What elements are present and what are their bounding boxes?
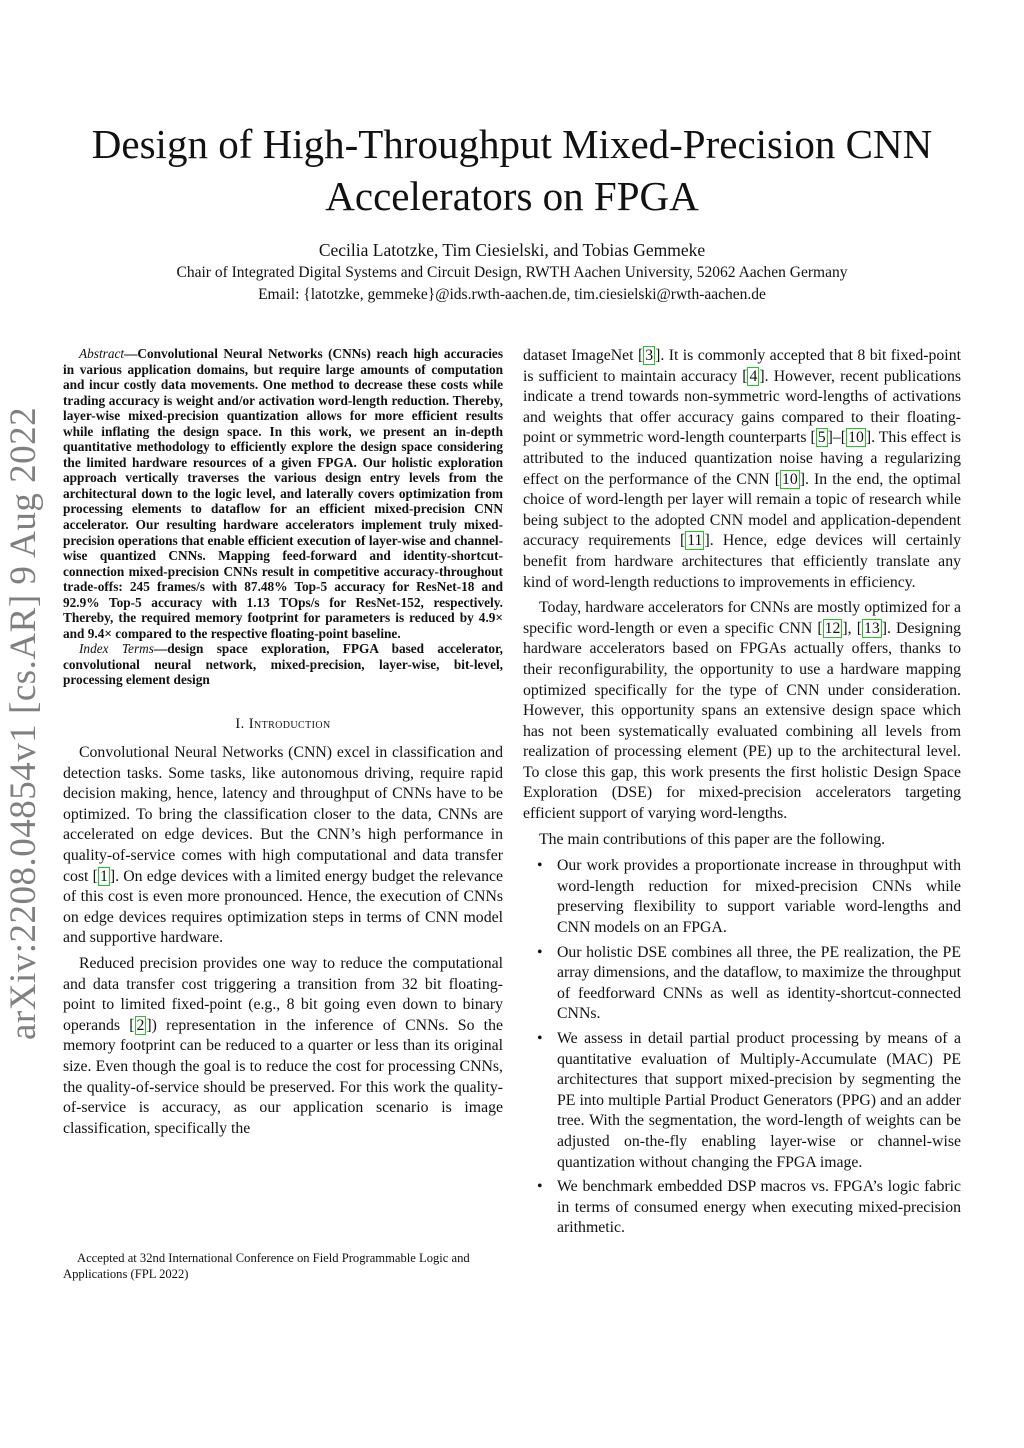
index-terms-lead: Index Terms: [79, 641, 154, 657]
citation-link[interactable]: 10: [781, 470, 798, 488]
abstract-text: —Convolutional Neural Networks (CNNs) reach high accuracies in various application domains, but require large amounts of computation and incur costly data movements. One method to decrease these costs while trading accuracy is weight and/or activation word-length reduction. Thereby, layer-wise mixed-precision quantization allows for more efficient results while inflating the design space. In this work, we present an in-depth quantitative methodology to efficiently explore the design space considering the limited hardware resources of a given FPGA. Our holistic exploration approach vertically traverses the various design entry levels from the architectural down to the logic level, and laterally covers optimization from processing elements to dataflow for an efficient mixed-precision CNN accelerator. Our resulting hardware accelerators implement truly mixed-precision operations that enable efficient execution of layer-wise and channel-wise quantized CNNs. Mapping feed-forward and identity-shortcut-connection mixed-precision CNNs result in competitive accuracy-throughout trade-offs: 245 frames/s with 87.48% Top-5 accuracy for ResNet-18 and 92.9% Top-5 accuracy with 1.13 TOps/s for ResNet-152, respectively. Thereby, the required memory footprint for parameters is reduced by 4.9× and 9.4× compared to the respective floating-point baseline.: [63, 346, 503, 641]
section-title: Introduction: [248, 716, 331, 733]
citation-link[interactable]: 1: [99, 867, 108, 885]
bullet-icon: •: [537, 857, 543, 875]
text-run: ) representation in the inference of CNNs. So the memory footprint can be reduced to a quarter or less than its original size. Even though the goal is to reduce the cost for processing CNNs, the quality-of-service should be preserved. For this work the quality-of-service is accuracy, as our application scenario is image classification, specifically the: [63, 1016, 503, 1137]
list-item-text: We benchmark embedded DSP macros vs. FPGA’s logic fabric in terms of consumed energy when executing mixed-precision arithmetic.: [557, 1178, 961, 1237]
list-item-text: Our work provides a proportionate increase in throughput with word-length reduction for mixed-precision CNNs while preserving flexibility to support variable word-lengths and CNN models on an FPGA.: [557, 857, 961, 937]
abstract: [63, 346, 503, 641]
bullet-icon: •: [537, 1178, 543, 1196]
contact-email: Email: {latotzke, gemmeke}@ids.rwth-aachen.de, tim.ciesielski@rwth-aachen.de: [258, 286, 766, 303]
title-line-2: Accelerators on FPGA: [325, 173, 699, 219]
text-run: . On edge devices with a limited energy budget the relevance of this cost is even more pronounced. Hence, the execution of CNNs on edge devices requires optimization steps in terms of CNN model and supportive hardware.: [63, 867, 503, 947]
citation-link[interactable]: 11: [687, 532, 703, 550]
text-run: Today, hardware accelerators for CNNs are mostly optimized for a specific word-length or even a specific CNN: [523, 599, 961, 637]
right-paragraph-1: dataset ImageNet [ 3 ]. It is commonly accepted that 8 bit fixed-point is sufficient to maintain accuracy [ 4 ]. However, recent publications indicate a trend towards non-symmetric word-lengths of activations and weights that offer accuracy gains compared to their floating-point or symmetric word-length counterparts [ 5 ]–[ 10 ]. This effect is attributed to the induced quantization noise having a regularizing effect on the performance of the CNN [ 10 ]. In the end, the optimal choice of word-length per layer will remain a topic of research while being subject to the adopted CNN model and application-dependent accuracy requirements [ 11 ]. Hence, edge devices will certainly benefit from hardware architectures that efficiently translate any kind of word-length reductions to improvements in efficiency.: [523, 347, 961, 591]
text-run: Reduced precision provides one way to reduce the computational and data transfer cost triggering a transition from 32 bit floating-point to limited fixed-point (e.g., 8 bit going even down to binary operands: [63, 954, 503, 1034]
index-terms-text: —design space exploration, FPGA based accelerator, convolutional neural network, mixed-precision, layer-wise, bit-level, processing element design: [63, 641, 504, 688]
text-run: . Hence, edge devices will certainly benefit from hardware architectures that efficiently translate any kind of word-length reductions to improvements in efficiency.: [523, 532, 961, 591]
affiliation: Chair of Integrated Digital Systems and Circuit Design, RWTH Aachen University, 52062 Aachen Germany: [176, 264, 848, 281]
list-item: [523, 1177, 961, 1239]
abstract-lead: Abstract: [79, 346, 125, 361]
text-run: . It is commonly accepted that 8 bit fixed-point is sufficient to maintain accuracy: [523, 347, 961, 385]
text-run: Convolutional Neural Networks (CNN) excel in classification and detection tasks. Some tasks, like autonomous driving, require rapid decision making, hence, latency and throughput of CNNs have to be optimized. To bring the classification closer to the data, CNNs are accelerated on edge devices. But the CNN’s high performance in quality-of-service comes with high computational and data transfer cost: [63, 744, 503, 885]
arxiv-side-stamp: arXiv:2208.04854v1 [cs.AR] 9 Aug 2022: [3, 406, 44, 1040]
section-heading-introduction: [63, 716, 503, 733]
bullet-icon: •: [537, 1030, 543, 1047]
citation-link[interactable]: 4: [749, 367, 758, 385]
list-item-text: Our holistic DSE combines all three, the PE realization, the PE array dimensions, and the dataflow, to maximize the throughput of feedforward CNNs as well as identity-shortcut-connected CNNs.: [557, 943, 961, 1023]
intro-paragraph-1: Convolutional Neural Networks (CNN) excel in classification and detection tasks. Some tasks, like autonomous driving, require rapid decision making, hence, latency and throughput of CNNs have to be optimized. To bring the classification closer to the data, CNNs are accelerated on edge devices. But the CNN’s high performance in quality-of-service comes with high computational and data transfer cost [ 1 ]. On edge devices with a limited energy budget the relevance of this cost is even more pronounced. Hence, the execution of CNNs on edge devices requires optimization steps in terms of CNN model and supportive hardware.: [63, 744, 503, 947]
index-terms: [63, 641, 503, 688]
text-run: . Designing hardware accelerators based on FPGAs actually offers, thanks to their reconfigurability, the opportunity to use a hardware mapping optimized specifically for the type of CNN under consideration. However, this opportunity spans an extensive design space which has not been systematically evaluated combining all levels from realization of processing element (PE) up to the architectural level. To close this gap, this work presents the first holistic Design Space Exploration (DSE) for mixed-precision accelerators targeting efficient support of varying word-lengths.: [523, 619, 961, 823]
right-paragraph-2: Today, hardware accelerators for CNNs are mostly optimized for a specific word-length or even a specific CNN [ 12 ], [ 13 ]. Designing hardware accelerators based on FPGAs actually offers, thanks to their reconfigurability, the opportunity to use a hardware mapping optimized specifically for the type of CNN under consideration. However, this opportunity spans an extensive design space which has not been systematically evaluated combining all levels from realization of processing element (PE) up to the architectural level. To close this gap, this work presents the first holistic Design Space Exploration (DSE) for mixed-precision accelerators targeting efficient support of varying word-lengths.: [523, 599, 961, 823]
citation-link[interactable]: 10: [848, 429, 864, 447]
author-list: Cecilia Latotzke, Tim Ciesielski, and Tobias Gemmeke: [318, 240, 706, 260]
text-run: ,: [847, 619, 857, 637]
text-run: dataset ImageNet: [523, 347, 638, 364]
citation-link[interactable]: 12: [824, 619, 841, 637]
bullet-icon: •: [537, 943, 543, 961]
list-item: [523, 943, 961, 1025]
citation-link[interactable]: 13: [863, 619, 880, 637]
list-item: [523, 1029, 961, 1173]
text-run: . However, recent publications indicate a trend towards non-symmetric word-lengths of activations and weights that offer accuracy gains compared to their floating-point or symmetric word-length counterparts: [523, 367, 961, 447]
title-line-1: Design of High-Throughput Mixed-Precision CNN: [91, 121, 933, 167]
footnote: Accepted at 32nd International Conference on Field Programmable Logic and Applications (FPL 2022): [63, 1251, 470, 1281]
paper-title: [0, 118, 1024, 222]
list-item-text: We assess in detail partial product processing by means of a quantitative evaluation of Multiply-Accumulate (MAC) PE architectures that support mixed-precision by segmenting the PE into multiple Partial Product Generators (PPG) and an adder tree. With the segmentation, the word-length of weights can be adjusted on-the-fly enabling layer-wise or channel-wise quantization without changing the FPGA image.: [557, 1030, 961, 1171]
right-paragraph-3: The main contributions of this paper are the following.: [539, 830, 886, 848]
text-run: . In the end, the optimal choice of word-length per layer will remain a topic of research while being subject to the adopted CNN model and application-dependent accuracy requirements: [523, 470, 961, 550]
right-column: [523, 346, 961, 1243]
section-numeral: I.: [235, 716, 245, 733]
intro-paragraph-2: Reduced precision provides one way to reduce the computational and data transfer cost triggering a transition from 32 bit floating-point to limited fixed-point (e.g., 8 bit going even down to binary operands [ 2 ]) representation in the inference of CNNs. So the memory footprint can be reduced to a quarter or less than its original size. Even though the goal is to reduce the cost for processing CNNs, the quality-of-service should be preserved. For this work the quality-of-service is accuracy, as our application scenario is image classification, specifically the: [63, 954, 503, 1137]
left-column: [63, 346, 503, 1144]
citation-link[interactable]: 3: [645, 347, 654, 364]
list-item: [523, 856, 961, 938]
citation-link[interactable]: 2: [136, 1016, 145, 1034]
text-run: . This effect is attributed to the induced quantization noise having a regularizing effect on the performance of the CNN: [523, 429, 961, 488]
text-run: –: [832, 429, 841, 447]
citation-link[interactable]: 5: [817, 429, 826, 447]
contributions-list: [523, 856, 961, 1239]
